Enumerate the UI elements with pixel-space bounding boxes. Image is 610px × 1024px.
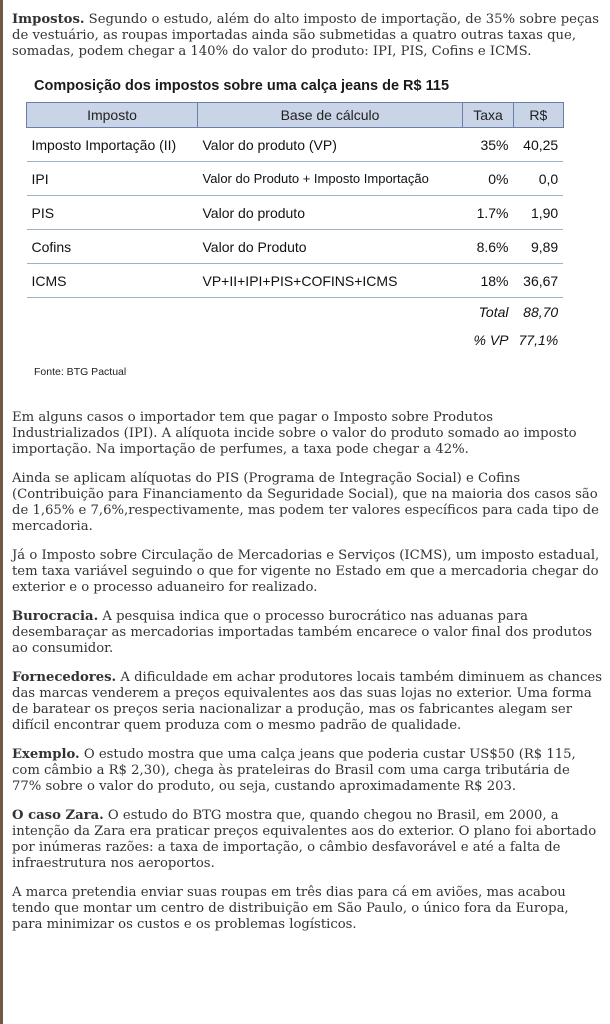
paragraph-text: Em alguns casos o importador tem que pagar o Imposto sobre Produtos Industrializados (IPI). A alíquota incide sobre o valor do produto somado ao imposto importação. Na importação de perfumes, a taxa pode chegar a 42%.	[12, 410, 577, 457]
paragraph-text: Segundo o estudo, além do alto imposto de importação, de 35% sobre peças de vestuário, as roupas importadas ainda são submetidas a quatro outras taxas que, somadas, podem chegar a 140% do valor do produto: IPI, PIS, Cofins e ICMS.	[12, 12, 599, 59]
left-border	[0, 0, 3, 1024]
paragraph-ipi	[12, 410, 602, 458]
cell-imposto: Imposto Importação (II)	[27, 128, 198, 162]
article-body	[12, 12, 602, 946]
figure-title: Composição dos impostos sobre uma calça jeans de R$ 115	[34, 78, 450, 94]
paragraph-text: A dificuldade em achar produtores locais também diminuem as chances das marcas venderem a preços equivalentes aos das suas lojas no exterior. Uma forma de baratear os preços seria nacionalizar a produção, mas os fabricantes alegam ser difícil encontrar quem produza com o mesmo padrão de qualidade.	[12, 670, 602, 733]
paragraph-text: Já o Imposto sobre Circulação de Mercadorias e Serviços (ICMS), um imposto estadual, tem taxa variável seguindo o que for vigente no Estado em que a mercadoria chegar do exterior e o processo aduaneiro for realizado.	[12, 548, 600, 595]
cell-base: Valor do produto	[198, 196, 463, 230]
paragraph-burocracia	[12, 609, 602, 657]
table-row	[27, 162, 564, 196]
table-row	[27, 230, 564, 264]
paragraph-text: A pesquisa indica que o processo burocrático nas aduanas para desembaraçar as mercadorias importadas também encarece o valor final dos produtos ao consumidor.	[12, 609, 593, 656]
cell-rs: 0,0	[514, 162, 564, 196]
paragraph-exemplo	[12, 747, 602, 795]
cell-taxa: 1.7%	[463, 196, 514, 230]
header-taxa: Taxa	[463, 103, 514, 128]
cell-imposto: ICMS	[27, 264, 198, 298]
paragraph-zara	[12, 808, 602, 872]
paragraph-impostos	[12, 12, 602, 60]
table-row	[27, 264, 564, 298]
cell-taxa: 8.6%	[463, 230, 514, 264]
header-base: Base de cálculo	[198, 103, 463, 128]
tax-table-figure	[12, 74, 596, 390]
cell-imposto: IPI	[27, 162, 198, 196]
vp-label: % VP	[473, 332, 509, 348]
header-imposto: Imposto	[27, 103, 198, 128]
paragraph-avioes	[12, 885, 602, 933]
header-rs: R$	[514, 103, 564, 128]
paragraph-icms	[12, 548, 602, 596]
cell-imposto: PIS	[27, 196, 198, 230]
table-row	[27, 128, 564, 162]
paragraph-lead: Impostos.	[12, 12, 85, 27]
table-row	[27, 196, 564, 230]
paragraph-text: Ainda se aplicam alíquotas do PIS (Programa de Integração Social) e Cofins (Contribuição para Financiamento da Seguridade Social), que na maioria dos casos são de 1,65% e 7,6%,respectivamente, mas podem ter valores específicos para cada tipo de mercadoria.	[12, 471, 599, 534]
paragraph-lead: Burocracia.	[12, 609, 99, 624]
table-header-row	[27, 103, 564, 128]
tax-table	[26, 102, 564, 354]
cell-rs: 9,89	[514, 230, 564, 264]
paragraph-lead: Exemplo.	[12, 747, 80, 762]
cell-rs: 1,90	[514, 196, 564, 230]
total-value: 88,70	[523, 304, 559, 320]
paragraph-fornecedores	[12, 670, 602, 734]
cell-rs: 36,67	[514, 264, 564, 298]
cell-taxa: 35%	[463, 128, 514, 162]
paragraph-pis-cofins	[12, 471, 602, 535]
cell-base: Valor do Produto + Imposto Importação	[198, 162, 463, 196]
cell-taxa: 0%	[463, 162, 514, 196]
paragraph-text: O estudo mostra que uma calça jeans que poderia custar US$50 (R$ 115, com câmbio a R$ 2,30), chega às prateleiras do Brasil com uma carga tributária de 77% sobre o valor do produto, ou seja, custando aproximadamente R$ 203.	[12, 747, 576, 794]
cell-base: Valor do produto (VP)	[198, 128, 463, 162]
vp-value: 77,1%	[518, 332, 559, 348]
paragraph-lead: Fornecedores.	[12, 670, 117, 685]
total-label: Total	[478, 304, 509, 320]
cell-base: VP+II+IPI+PIS+COFINS+ICMS	[198, 264, 463, 298]
total-row	[27, 298, 564, 327]
paragraph-lead: O caso Zara.	[12, 808, 104, 823]
figure-source: Fonte: BTG Pactual	[34, 366, 127, 378]
cell-rs: 40,25	[514, 128, 564, 162]
cell-taxa: 18%	[463, 264, 514, 298]
cell-base: Valor do Produto	[198, 230, 463, 264]
paragraph-text: O estudo do BTG mostra que, quando chegou no Brasil, em 2000, a intenção da Zara era praticar preços equivalentes aos do exterior. O plano foi abortado por inúmeras razões: a taxa de importação, o câmbio desfavorável e até a falta de infraestrutura nos aeroportos.	[12, 808, 597, 871]
paragraph-text: A marca pretendia enviar suas roupas em três dias para cá em aviões, mas acabou tendo que montar um centro de distribuição em São Paulo, o único fora da Europa, para minimizar os custos e os problemas logísticos.	[12, 885, 569, 932]
vp-row	[27, 326, 564, 354]
cell-imposto: Cofins	[27, 230, 198, 264]
